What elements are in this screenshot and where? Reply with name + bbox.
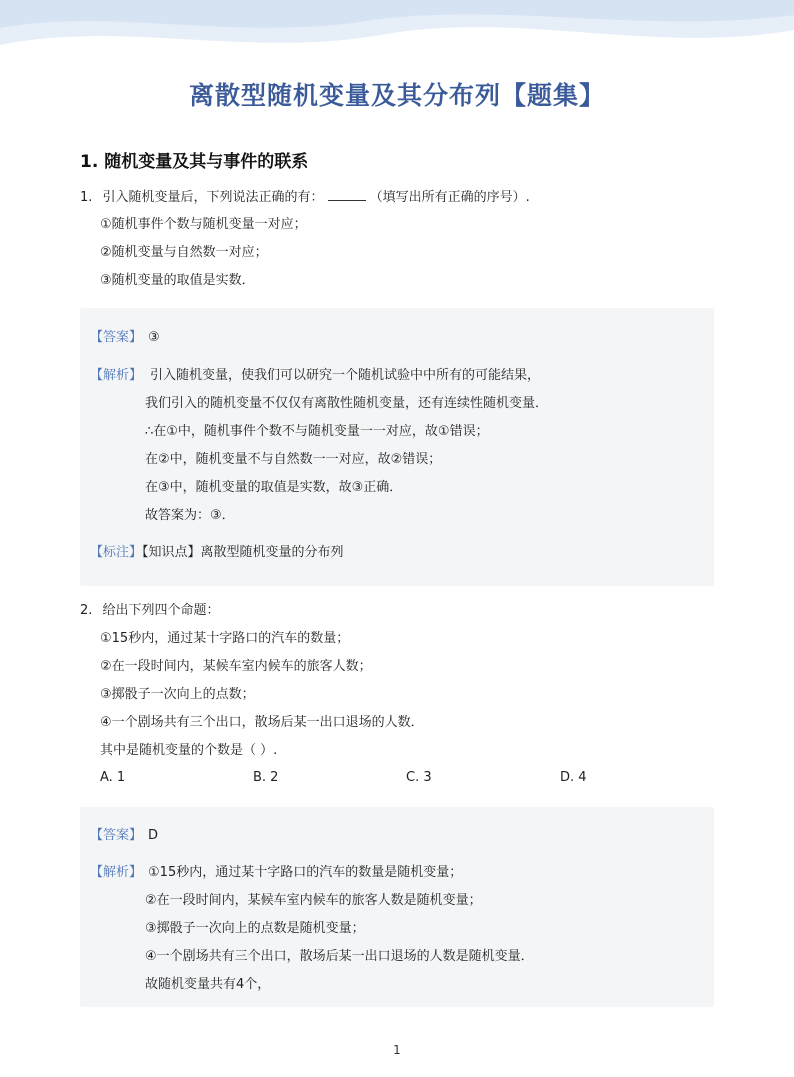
question-text: 给出下列四个命题：	[102, 603, 220, 618]
question-item: ②在一段时间内，某候车室内候车的旅客人数；	[100, 659, 372, 674]
answer-value: ③	[148, 330, 160, 345]
question-number: 1.	[80, 190, 93, 205]
note-row	[90, 544, 344, 562]
option-d: D. 4	[560, 770, 587, 785]
analysis-line: 在②中，随机变量不与自然数一一对应，故②错误；	[145, 452, 442, 467]
analysis-line: 故随机变量共有4个，	[145, 977, 271, 992]
note-text: 【知识点】离散型随机变量的分布列	[142, 545, 344, 560]
header-wave-decoration	[0, 0, 794, 70]
answer-tag: 【答案】	[90, 330, 143, 345]
document-title: 离散型随机变量及其分布列【题集】	[188, 81, 605, 110]
question-item: ③掷骰子一次向上的点数；	[100, 687, 255, 702]
question-item: ②随机变量与自然数一对应；	[100, 245, 268, 260]
analysis-line: ④一个剧场共有三个出口，散场后某一出口退场的人数是随机变量．	[145, 949, 534, 964]
question-text: （填写出所有正确的序号）.	[369, 190, 530, 205]
option-c: C. 3	[406, 770, 432, 785]
analysis-line: 引入随机变量，使我们可以研究一个随机试验中中所有的可能结果，	[150, 368, 541, 383]
answer-row	[90, 329, 160, 347]
analysis-line: 我们引入的随机变量不仅仅有离散性随机变量，还有连续性随机变量．	[145, 396, 549, 411]
section-heading: 1. 随机变量及其与事件的联系	[80, 152, 309, 172]
question-prompt: 其中是随机变量的个数是（ ）.	[100, 743, 278, 758]
analysis-line: ∴在①中，随机事件个数不与随机变量一一对应，故①错误；	[145, 424, 489, 439]
analysis-tag: 【解析】	[90, 368, 143, 383]
analysis-line: ②在一段时间内，某候车室内候车的旅客人数是随机变量；	[145, 893, 482, 908]
question-2-stem	[80, 602, 220, 620]
page-number: 1	[393, 1043, 401, 1057]
answer-tag: 【答案】	[90, 828, 143, 843]
option-b: B. 2	[253, 770, 279, 785]
analysis-line: 在③中，随机变量的取值是实数，故③正确．	[145, 480, 403, 495]
answer-value: D	[148, 828, 159, 843]
question-1-stem	[80, 188, 530, 207]
analysis-line: ①15秒内，通过某十字路口的汽车的数量是随机变量；	[148, 865, 463, 880]
question-item: ③随机变量的取值是实数．	[100, 273, 255, 288]
question-text: 引入随机变量后，下列说法正确的有：	[102, 190, 324, 205]
note-tag: 【标注】	[90, 545, 143, 560]
question-item: ①随机事件个数与随机变量一对应；	[100, 217, 307, 232]
question-number: 2.	[80, 603, 93, 618]
analysis-row	[90, 367, 540, 385]
answer-row	[90, 827, 158, 845]
analysis-tag: 【解析】	[90, 865, 143, 880]
analysis-row	[90, 864, 462, 882]
option-a: A. 1	[100, 770, 126, 785]
analysis-line: ③掷骰子一次向上的点数是随机变量；	[145, 921, 365, 936]
analysis-line: 故答案为：③．	[145, 508, 235, 523]
question-item: ④一个剧场共有三个出口，散场后某一出口退场的人数．	[100, 715, 424, 730]
fill-blank	[328, 188, 366, 201]
question-item: ①15秒内，通过某十字路口的汽车的数量；	[100, 631, 350, 646]
